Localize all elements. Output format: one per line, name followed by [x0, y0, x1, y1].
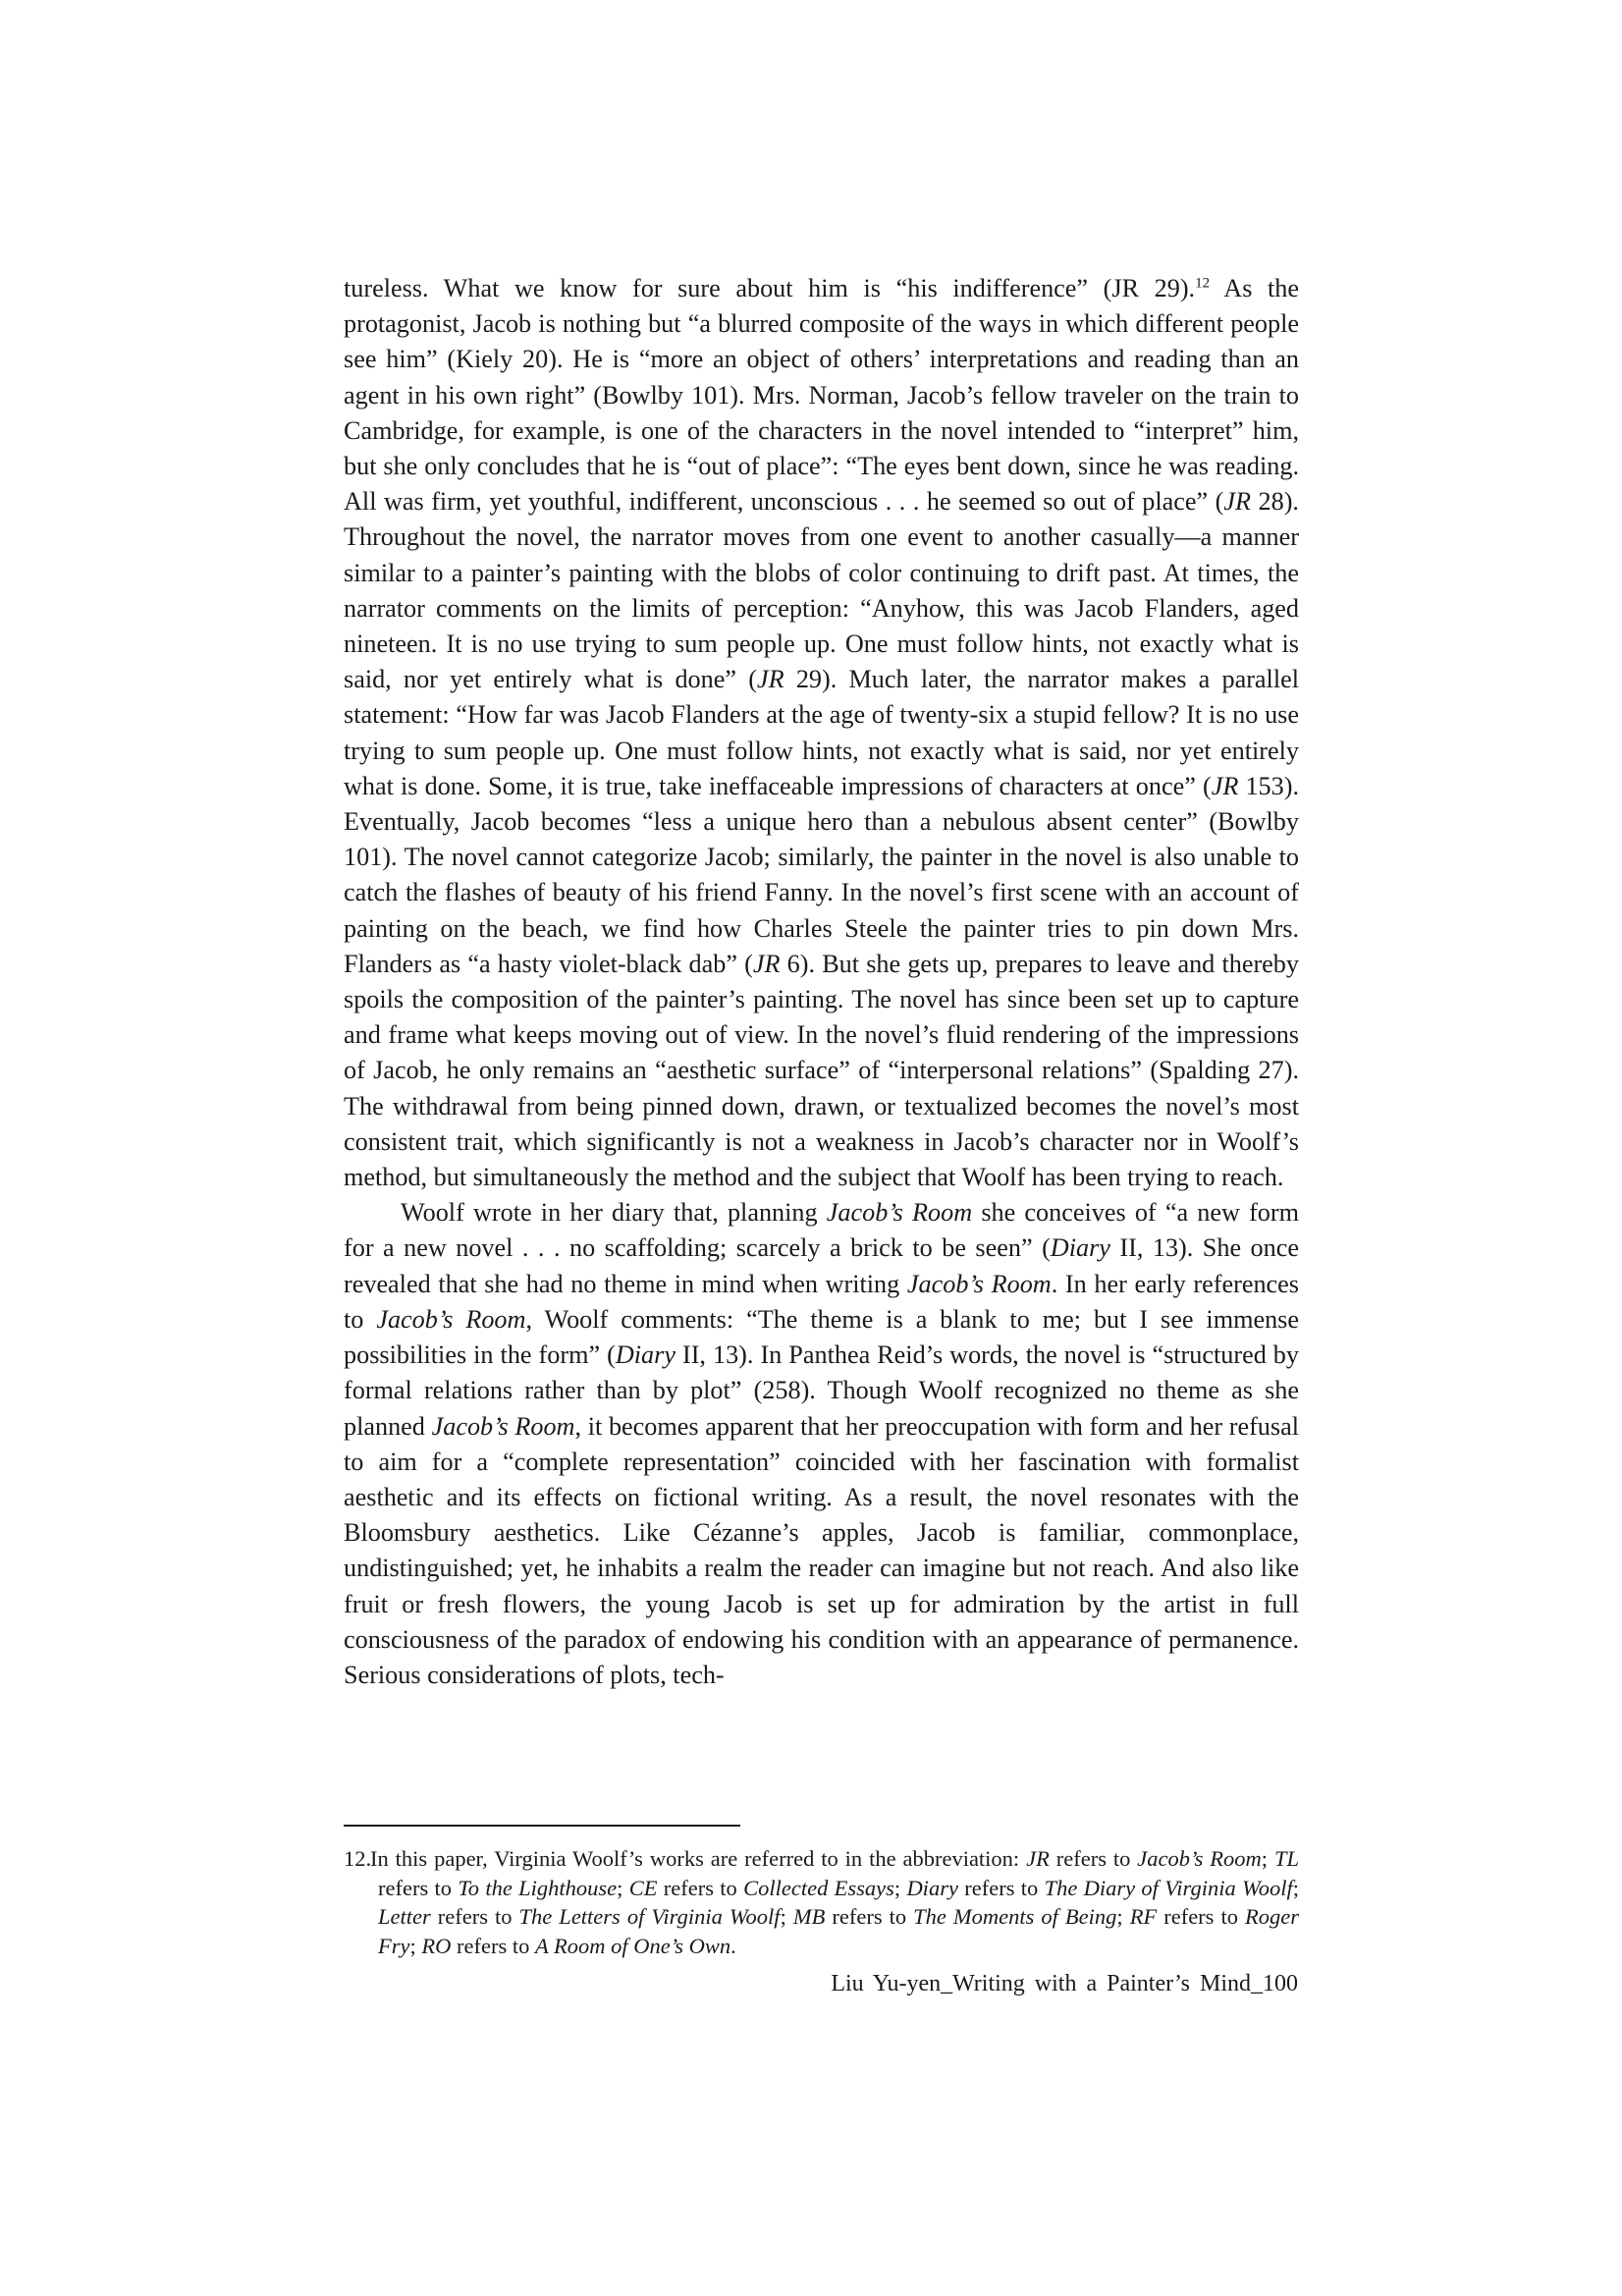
text-run: ;: [1292, 1875, 1299, 1900]
text-run: ;: [617, 1875, 629, 1900]
italic-text: JR: [1223, 487, 1252, 517]
footnote-12: [344, 1844, 1299, 1960]
footnote-reference: 12: [1195, 275, 1211, 292]
text-run: In this paper, Virginia Woolf’s works are referred to in the abbreviation:: [370, 1846, 1027, 1871]
text-run: refers to: [1157, 1904, 1245, 1929]
text-run: refers to: [430, 1904, 519, 1929]
text-run: II, 13). In Panthea Reid’s words, the novel is “structured by formal relations rather than by plot” (258). Though Woolf recognized no theme as she planned: [344, 1340, 1299, 1441]
running-footer: Liu Yu-yen_Writing with a Painter’s Mind_100: [831, 1971, 1298, 1996]
italic-text: Jacob’s Room: [376, 1304, 526, 1334]
italic-text: JR: [1026, 1846, 1050, 1871]
text-run: As the protagonist, Jacob is nothing but “a blurred composite of the ways in which different people see him” (Kiely 20). He is “more an object of others’ interpretations and reading than an agent in his own right” (Bowlby 101). Mrs. Norman, Jacob’s fellow traveler on the train to Cambridge, for example, is one of the characters in the novel intended to “interpret” him, but she only concludes that he is “out of place”: “The eyes bent down, since he was reading. All was firm, yet youthful, indifferent, unconscious . . . he seemed so out of place” (: [344, 274, 1299, 517]
text-run: ;: [1116, 1904, 1130, 1929]
italic-text: To the Lighthouse: [458, 1875, 618, 1900]
italic-text: Diary: [1050, 1233, 1110, 1263]
text-run: she conceives of “a new form for a new novel . . . no scaffolding; scarcely a brick to be seen” (: [344, 1198, 1299, 1263]
text-run: II, 13). She once revealed that she had no theme in mind when writing: [344, 1233, 1299, 1298]
page-body: [344, 271, 1299, 1693]
text-run: , Woolf comments: “The theme is a blank to me; but I see immense possibilities in the form” (: [344, 1304, 1299, 1370]
footnote-text: [344, 1844, 1299, 1960]
text-run: 28). Throughout the novel, the narrator moves from one event to another casually—a manner similar to a painter’s painting with the blobs of color continuing to drift past. At times, the narrator comments on the limits of perception: “Anyhow, this was Jacob Flanders, aged nineteen. It is no use trying to sum people up. One must follow hints, not exactly what is said, nor yet entirely what is done” (: [344, 487, 1299, 694]
italic-text: Diary: [615, 1340, 676, 1370]
italic-text: Collected Essays: [743, 1875, 894, 1900]
text-run: refers to: [657, 1875, 744, 1900]
italic-text: CE: [628, 1875, 658, 1900]
text-run: 29). Much later, the narrator makes a parallel statement: “How far was Jacob Flanders at the age of twenty-six a stupid fellow? It is no use trying to sum people up. One must follow hints, not exactly what is said, nor yet entirely what is done. Some, it is true, take ineffaceable impressions of characters at once” (: [344, 665, 1300, 800]
text-run: refers to: [1049, 1846, 1138, 1871]
italic-text: The Diary of Virginia Woolf: [1044, 1875, 1293, 1900]
italic-text: Jacob’s Room: [1137, 1846, 1262, 1871]
text-run: ;: [1261, 1846, 1274, 1871]
text-run: , it becomes apparent that her preoccupation with form and her refusal to aim for a “complete representation” coincided with her fascination with formalist aesthetic and its effects on fictional writing. As a result, the novel resonates with the Bloomsbury aesthetics. Like Cézanne’s apples, Jacob is familiar, commonplace, undistinguished; yet, he inhabits a realm the reader can imagine but not reach. And also like fruit or fresh flowers, the young Jacob is set up for admiration by the artist in full consciousness of the paradox of endowing his condition with an appearance of permanence. Serious considerations of plots, tech-: [344, 1411, 1299, 1689]
italic-text: RO: [421, 1933, 452, 1958]
italic-text: Roger Fry: [378, 1904, 1299, 1958]
text-run: tureless. What we know for sure about him is “his indifference” (JR 29).: [344, 274, 1196, 302]
italic-text: Diary: [906, 1875, 958, 1900]
text-run: ;: [409, 1933, 422, 1958]
body-paragraph-1: [344, 271, 1299, 1195]
italic-text: JR: [752, 949, 781, 978]
text-run: . In her early references to: [344, 1269, 1299, 1334]
text-run: .: [730, 1933, 736, 1958]
footnote-number: 12.: [344, 1846, 372, 1871]
footnote-separator: [344, 1825, 740, 1827]
italic-text: JR: [1211, 771, 1239, 800]
italic-text: Jacob’s Room: [906, 1269, 1052, 1298]
italic-text: The Letters of Virginia Woolf: [518, 1904, 781, 1929]
text-run: 153). Eventually, Jacob becomes “less a unique hero than a nebulous absent center” (Bowlby 101). The novel cannot categorize Jacob; similarly, the painter in the novel is also unable to catch the flashes of beauty of his friend Fanny. In the novel’s first scene with an account of painting on the beach, we find how Charles Steele the painter tries to pin down Mrs. Flanders as “a hasty violet-black dab” (: [344, 771, 1299, 978]
text-run: refers to: [825, 1904, 914, 1929]
italic-text: JR: [756, 665, 784, 694]
italic-text: RF: [1129, 1904, 1158, 1929]
italic-text: MB: [792, 1904, 826, 1929]
italic-text: The Moments of Being: [913, 1904, 1117, 1929]
body-paragraph-2: [344, 1195, 1299, 1693]
text-run: refers to: [957, 1875, 1045, 1900]
italic-text: Letter: [378, 1904, 431, 1929]
italic-text: A Room of One’s Own: [534, 1933, 731, 1958]
italic-text: TL: [1273, 1846, 1299, 1871]
text-run: 6). But she gets up, prepares to leave and thereby spoils the composition of the painter’s painting. The novel has since been set up to capture and frame what keeps moving out of view. In the novel’s fluid rendering of the impressions of Jacob, he only remains an “aesthetic surface” of “interpersonal relations” (Spalding 27). The withdrawal from being pinned down, drawn, or textualized becomes the novel’s most consistent trait, which significantly is not a weakness in Jacob’s character nor in Woolf’s method, but simultaneously the method and the subject that Woolf has been trying to reach.: [344, 949, 1299, 1192]
text-run: ;: [893, 1875, 907, 1900]
text-run: ;: [780, 1904, 793, 1929]
text-run: Woolf wrote in her diary that, planning: [401, 1198, 827, 1228]
text-run: refers to: [378, 1875, 459, 1900]
italic-text: Jacob’s Room: [826, 1198, 973, 1228]
text-run: refers to: [451, 1933, 535, 1958]
italic-text: Jacob’s Room: [431, 1411, 575, 1441]
